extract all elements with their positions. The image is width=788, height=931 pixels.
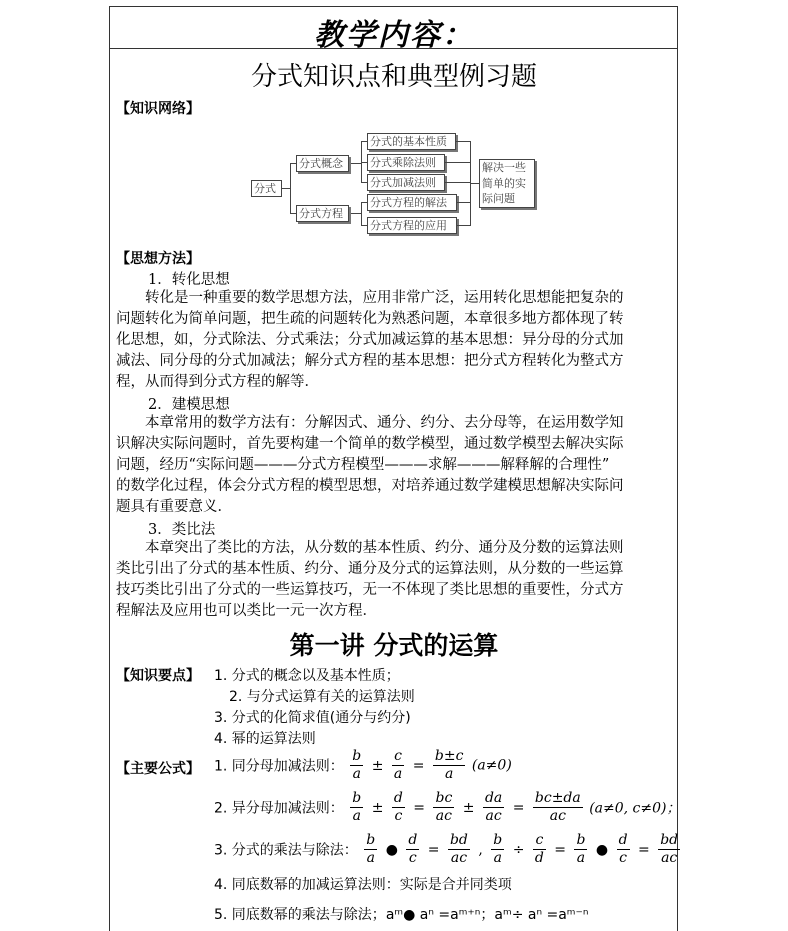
denominator: a xyxy=(493,850,502,866)
fraction xyxy=(350,790,363,825)
formula-1 xyxy=(214,748,512,783)
denominator: ac xyxy=(435,808,452,824)
node-result-line: 际问题 xyxy=(482,192,515,205)
denominator: a xyxy=(352,766,361,782)
text-line: 转化是一种重要的数学思想方法，应用非常广泛，运用转化思想能把复杂的 xyxy=(116,290,624,306)
methods-heading: 【思想方法】 xyxy=(116,251,200,267)
formula-3 xyxy=(214,832,682,867)
text-line: 问题转化为简单问题，把生疏的问题转化为熟悉问题，本章很多地方都体现了转 xyxy=(116,311,624,327)
equals-sign: = xyxy=(427,841,440,858)
comma: , xyxy=(478,841,483,858)
numerator: b xyxy=(352,748,362,764)
node-mul-div-rule: 分式乘除法则 xyxy=(367,154,445,171)
text-line: 程，从而得到分式方程的解等． xyxy=(116,374,319,390)
equals-sign: = xyxy=(413,799,426,816)
equals-sign: = xyxy=(512,799,525,816)
text-line: 技巧类比引出了分式的一些运算技巧，无一不体现了类比思想的重要性，分式方 xyxy=(116,582,624,598)
divide-sign: ÷ xyxy=(512,841,525,858)
text-line: 问题，经历“实际问题———分式方程模型———求解———解释解的合理性” xyxy=(116,457,610,473)
condition: (a≠0, c≠0)； xyxy=(589,800,681,817)
condition: (a≠0) xyxy=(471,757,512,774)
method-1-title: 1．转化思想 xyxy=(148,272,230,288)
node-add-sub-rule: 分式加减法则 xyxy=(367,174,445,191)
power-rule-text: aᵐ● aⁿ =aᵐ⁺ⁿ；aᵐ÷ aⁿ =aᵐ⁻ⁿ xyxy=(385,907,589,923)
text-line: 本章突出了类比的方法，从分数的基本性质、约分、通分及分数的运算法则 xyxy=(116,540,624,556)
numerator: da xyxy=(484,790,503,806)
plus-minus-sign: ± xyxy=(371,799,384,816)
equals-sign: = xyxy=(412,757,425,774)
multiply-dot: ● xyxy=(595,841,609,858)
document-title: 分式知识点和典型例习题 xyxy=(250,62,537,92)
fraction xyxy=(392,790,405,825)
fraction xyxy=(448,832,470,867)
node-equation: 分式方程 xyxy=(296,205,349,222)
fraction xyxy=(392,748,404,783)
connector xyxy=(361,202,362,226)
fraction xyxy=(491,832,504,867)
node-result-line: 简单的实 xyxy=(482,176,526,190)
key-point-item: 1. 分式的概念以及基本性质； xyxy=(214,668,400,684)
numerator: b xyxy=(352,790,362,806)
numerator: b xyxy=(366,832,376,848)
method-2-text xyxy=(116,413,670,518)
connector xyxy=(290,163,291,214)
connector xyxy=(282,188,290,189)
knowledge-network-heading: 【知识网络】 xyxy=(116,101,200,117)
connector xyxy=(351,163,361,164)
node-equation-application: 分式方程的应用 xyxy=(367,217,457,234)
denominator: ac xyxy=(661,850,678,866)
text-line: 识解决实际问题时，首先要构建一个简单的数学模型，通过数学模型去解决实际 xyxy=(116,436,624,452)
connector xyxy=(456,141,470,142)
denominator: c xyxy=(394,808,403,824)
key-point-item: 2. 与分式运算有关的运算法则 xyxy=(229,689,415,705)
formula-label: 3. 分式的乘法与除法： xyxy=(214,842,358,859)
numerator: bc±da xyxy=(534,790,581,806)
equals-sign: = xyxy=(638,841,650,858)
node-result-line: 解决一些 xyxy=(482,161,526,174)
denominator: ac xyxy=(450,850,468,866)
method-2-title: 2．建模思想 xyxy=(148,397,230,413)
text-line: 化思想，如，分式除法、分式乘法；分式加减运算的基本思想：异分母的分式加 xyxy=(116,332,624,348)
multiply-dot: ● xyxy=(385,841,398,858)
connector xyxy=(457,202,470,203)
key-point-item: 4. 幂的运算法则 xyxy=(214,731,316,747)
numerator: bc xyxy=(435,790,453,806)
denominator: a xyxy=(352,808,361,824)
plus-minus-sign: ± xyxy=(371,757,384,774)
denominator: ac xyxy=(549,808,566,824)
node-equation-solution: 分式方程的解法 xyxy=(367,194,457,211)
denominator: c xyxy=(408,850,417,866)
fraction xyxy=(658,832,680,867)
equals-sign: = xyxy=(554,841,567,858)
formula-2 xyxy=(214,790,680,825)
text-line: 的数学化过程，体会分式方程的模型思想，对培养通过数学建模思想解决实际问 xyxy=(116,478,624,494)
denominator: a xyxy=(576,850,586,866)
node-basic-property: 分式的基本性质 xyxy=(367,133,456,150)
text-line: 题具有重要意义． xyxy=(116,499,232,515)
denominator: c xyxy=(619,850,627,866)
key-points-heading: 【知识要点】 xyxy=(116,668,200,684)
plus-minus-sign: ± xyxy=(462,799,475,816)
connector xyxy=(470,183,479,184)
denominator: ac xyxy=(485,808,502,824)
numerator: bd xyxy=(660,832,679,848)
fraction xyxy=(350,748,363,783)
fraction xyxy=(533,832,546,867)
numerator: bd xyxy=(449,832,468,848)
numerator: d xyxy=(408,832,418,848)
text-line: 减法、同分母的分式加减法；解分式方程的基本思想：把分式方程转化为整式方 xyxy=(116,353,624,369)
formula-label: 1. 同分母加减法则： xyxy=(214,758,344,775)
formula-label: 5. 同底数幂的乘法与除法； xyxy=(214,907,386,923)
formula-label: 2. 异分母加减法则： xyxy=(214,800,344,817)
numerator: c xyxy=(533,832,546,850)
text-line: 程解法及应用也可以类比一元一次方程． xyxy=(116,603,377,619)
formulas-heading: 【主要公式】 xyxy=(116,761,200,777)
method-3-text xyxy=(116,538,670,622)
text-line: 类比引出了分式的基本性质、约分、通分及分式的运算法则，从分数的一些运算 xyxy=(116,561,624,577)
denominator: a xyxy=(366,850,375,866)
numerator: c xyxy=(392,748,404,766)
denominator: a xyxy=(393,766,403,782)
connector xyxy=(445,162,470,163)
numerator: d xyxy=(618,832,628,848)
numerator: d xyxy=(393,790,403,806)
numerator: b xyxy=(576,832,586,848)
node-concept: 分式概念 xyxy=(296,155,349,172)
fraction xyxy=(433,790,454,825)
key-point-item: 3. 分式的化简求值(通分与约分) xyxy=(214,710,411,726)
formula-4: 4. 同底数幂的加减运算法则：实际是合并同类项 xyxy=(214,877,512,893)
node-result xyxy=(479,159,535,208)
fraction xyxy=(433,748,466,783)
denominator: a xyxy=(444,766,454,782)
fraction xyxy=(364,832,377,867)
fraction xyxy=(533,790,583,825)
fraction xyxy=(406,832,419,867)
numerator: b xyxy=(493,832,503,848)
lecture-title: 第一讲 分式的运算 xyxy=(289,631,499,660)
teaching-content-title: 教学内容： xyxy=(314,18,474,53)
fraction xyxy=(574,832,587,867)
connector xyxy=(445,182,470,183)
node-root: 分式 xyxy=(251,180,282,197)
numerator: b±c xyxy=(434,748,464,764)
fraction xyxy=(483,790,504,825)
denominator: d xyxy=(534,850,544,866)
fraction xyxy=(617,832,630,867)
formula-5 xyxy=(214,904,588,924)
method-3-title: 3．类比法 xyxy=(148,522,216,538)
connector xyxy=(457,225,470,226)
text-line: 本章常用的数学方法有：分解因式、通分、约分、去分母等，在运用数学知 xyxy=(116,415,624,431)
method-1-text xyxy=(116,288,670,393)
connector xyxy=(351,213,361,214)
